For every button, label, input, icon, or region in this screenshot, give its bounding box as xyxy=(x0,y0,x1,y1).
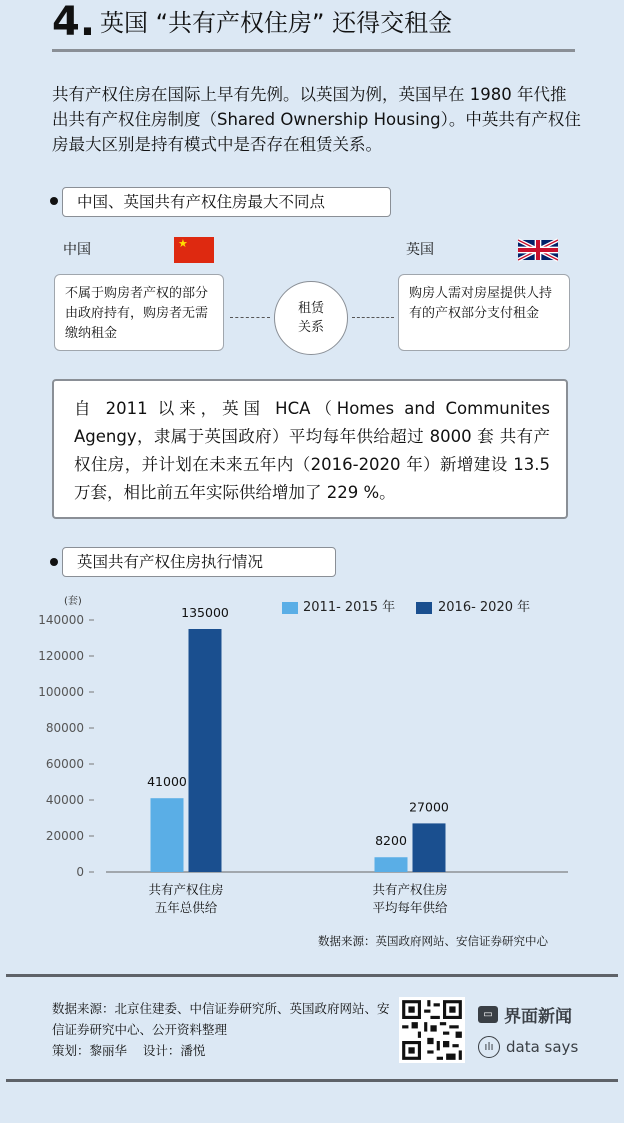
y-axis-unit-label: (套) xyxy=(64,596,82,607)
uk-flag-icon xyxy=(518,237,558,263)
footer-credits: 策划：黎丽华 设计：潘悦 xyxy=(52,1043,206,1058)
datasays-logo-icon: ılı xyxy=(478,1036,500,1058)
lease-relation-label: 租赁关系 xyxy=(297,301,324,335)
jiemian-logo-icon: ▭ xyxy=(478,1006,498,1023)
y-tick-label: 40000 xyxy=(45,793,84,807)
dashed-connector-right xyxy=(352,317,394,318)
comparison-heading: 中国、英国共有产权住房最大不同点 xyxy=(62,187,391,217)
bar-2016-2020-1 xyxy=(413,823,446,872)
y-tick-label: 60000 xyxy=(45,757,84,771)
bar-data-label: 8200 xyxy=(375,833,407,849)
bar-2016-2020-0 xyxy=(189,629,222,872)
brand-jiemian xyxy=(478,1002,572,1027)
footer-text xyxy=(52,998,392,1061)
china-description-box: 不属于购房者产权的部分由政府持有，购房者无需缴纳租金 xyxy=(54,274,224,351)
lease-relation-circle xyxy=(274,281,348,355)
legend-label-2016-2020: 2016- 2020 年 xyxy=(438,600,531,615)
bar-data-label: 27000 xyxy=(409,799,449,815)
intro-paragraph: 共有产权住房在国际上早有先例。以英国为例，英国早在 1980 年代推出共有产权住房制度（Shared Ownership Housing）。中英共有产权住房最大区别是持有模式中是否存在租赁关系。 xyxy=(52,85,581,154)
execution-heading: 英国共有产权住房执行情况 xyxy=(62,547,336,577)
bar-data-label: 41000 xyxy=(147,774,187,790)
bar-chart xyxy=(0,588,624,928)
footer-divider-top xyxy=(6,974,618,977)
brand-datasays-label: data says xyxy=(506,1038,579,1056)
section-title: 英国 “共有产权住房” 还得交租金 xyxy=(100,9,453,37)
y-tick-label: 140000 xyxy=(38,613,84,627)
legend-label-2011-2015: 2011- 2015 年 xyxy=(303,600,396,615)
qr-code-icon xyxy=(399,997,465,1063)
china-label: 中国 xyxy=(63,242,91,258)
y-tick-label: 20000 xyxy=(45,829,84,843)
bullet-dot xyxy=(50,197,58,205)
x-category-label: 平均每年供给 xyxy=(372,900,448,915)
x-category-label: 五年总供给 xyxy=(154,900,218,915)
footer-divider-bottom xyxy=(6,1079,618,1082)
bullet-dot xyxy=(50,558,58,566)
x-category-label: 共有产权住房 xyxy=(372,882,448,897)
title-divider xyxy=(52,49,575,52)
dashed-connector-left xyxy=(230,317,270,318)
y-tick-label: 120000 xyxy=(38,649,84,663)
china-flag-icon: ★ xyxy=(174,237,214,263)
y-tick-label: 0 xyxy=(76,865,84,879)
brand-datasays xyxy=(478,1036,578,1058)
footer-source-line: 数据来源：北京住建委、中信证券研究所、英国政府网站、安信证券研究中心、公开资料整理 xyxy=(52,1001,390,1037)
brand-jiemian-label: 界面新闻 xyxy=(504,1007,572,1027)
bar-data-label: 135000 xyxy=(181,605,229,620)
x-category-label: 共有产权住房 xyxy=(148,882,224,897)
bar-2011-2015-1 xyxy=(375,857,408,872)
hca-info-box: 自 2011 以来，英国 HCA（Homes and Communites Agengy，隶属于英国政府）平均每年供给超过 8000 套 共有产权住房，并计划在未来五年内（2016-2020 年）新增建设 13.5 万套，相比前五年实际供给增加了 229 %。 xyxy=(52,379,568,519)
uk-label: 英国 xyxy=(406,242,434,258)
y-tick-label: 100000 xyxy=(38,685,84,699)
chart-source-note: 数据来源：英国政府网站、安信证券研究中心 xyxy=(318,934,548,948)
bar-2011-2015-0 xyxy=(151,798,184,872)
uk-description-box: 购房人需对房屋提供人持有的产权部分支付租金 xyxy=(398,274,570,351)
y-tick-label: 80000 xyxy=(45,721,84,735)
section-number: 4. xyxy=(52,0,96,45)
